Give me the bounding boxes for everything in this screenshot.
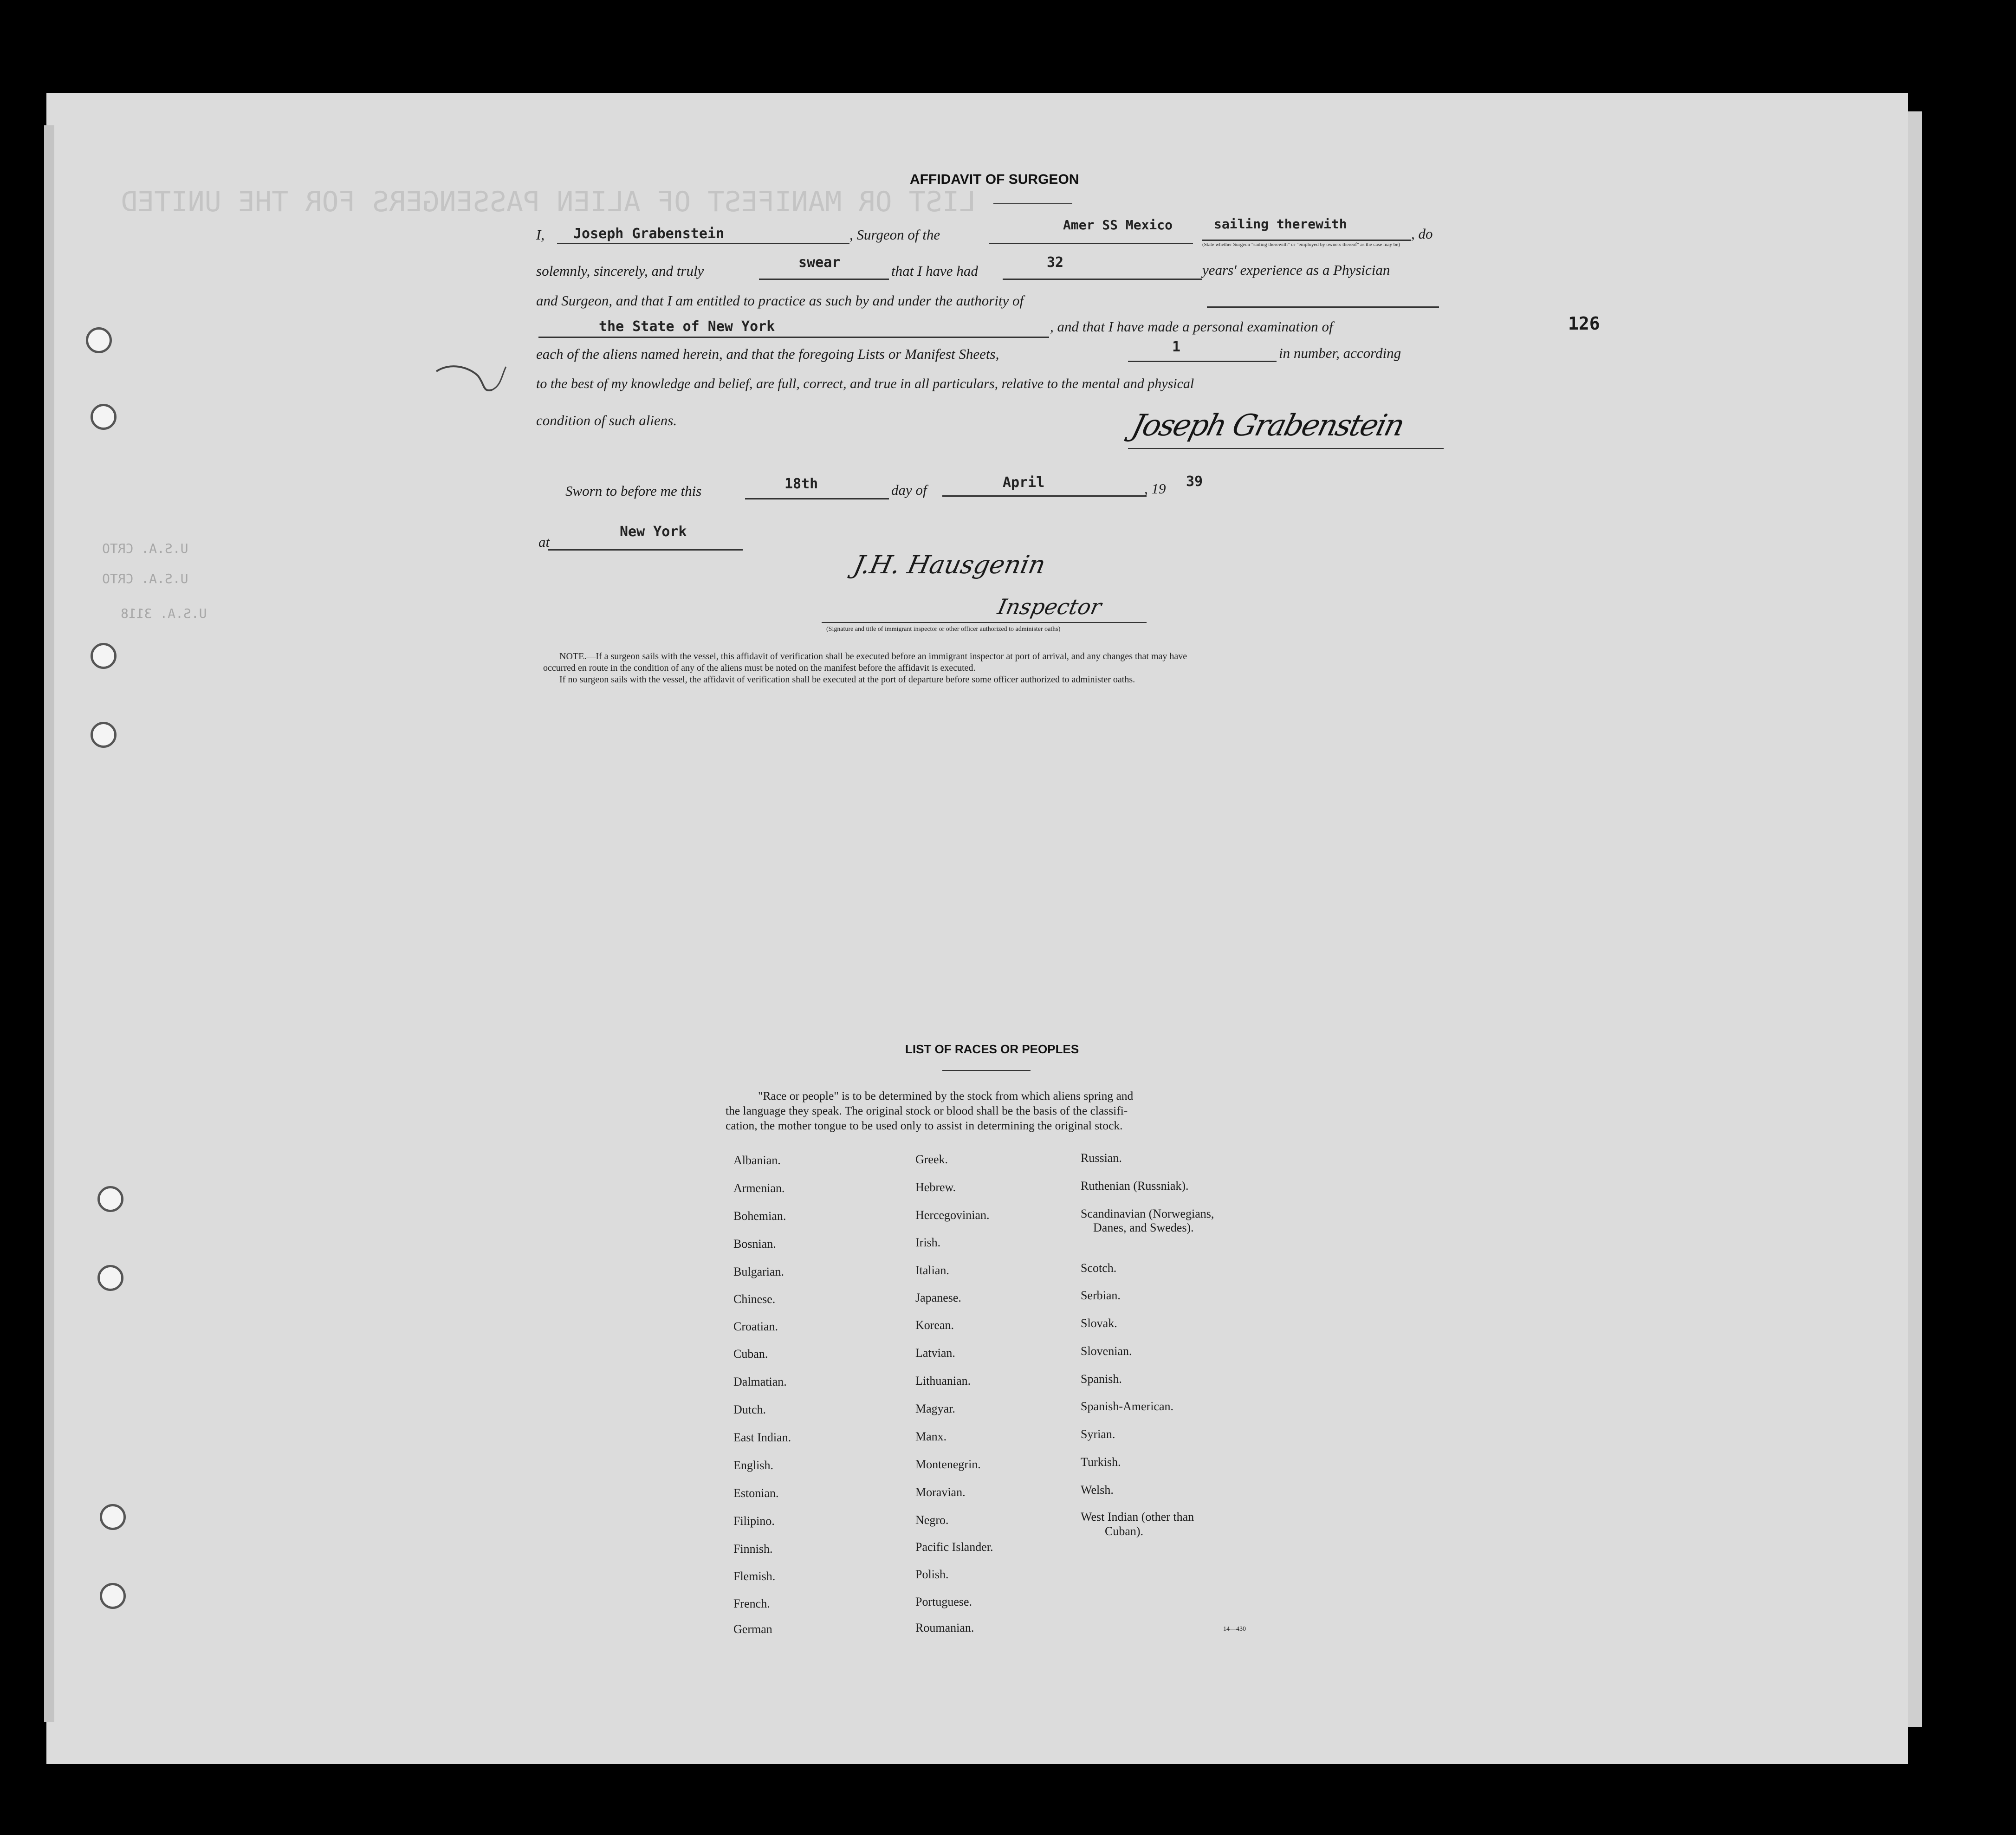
race-item: Japanese. <box>915 1291 961 1304</box>
manifest-page <box>46 93 1908 1764</box>
races-intro <box>726 1089 1250 1133</box>
race-item: Montenegrin. <box>915 1458 981 1471</box>
race-item: Hebrew. <box>915 1180 956 1194</box>
race-item: Turkish. <box>1081 1455 1121 1469</box>
years-underline <box>1003 279 1202 280</box>
surgeon-name: Joseph Grabenstein <box>573 226 725 242</box>
title-rule <box>993 203 1072 204</box>
races-title-rule <box>942 1070 1031 1071</box>
race-item: Irish. <box>915 1236 941 1249</box>
race-item: Spanish. <box>1081 1372 1122 1386</box>
race-item: Chinese. <box>733 1292 776 1306</box>
binder-hole <box>91 404 117 430</box>
surgeon-name-underline <box>557 243 849 244</box>
vessel-underline <box>989 243 1193 244</box>
page-number: 126 <box>1568 313 1600 334</box>
officer-title: Inspector <box>995 594 1104 619</box>
races-title: LIST OF RACES OR PEOPLES <box>905 1042 1079 1056</box>
binder-hole <box>86 327 112 353</box>
race-item: Korean. <box>915 1318 954 1332</box>
officer-caption: (Signature and title of immigrant inspector or other officer authorized to administer oaths) <box>826 626 1061 633</box>
race-item: Cuban. <box>733 1347 768 1361</box>
authority: the State of New York <box>599 318 775 335</box>
race-item: English. <box>733 1459 773 1472</box>
race-item: Armenian. <box>733 1181 785 1195</box>
race-item: Lithuanian. <box>915 1374 971 1388</box>
sworn-day: 18th <box>784 476 818 492</box>
sworn-day-underline <box>745 498 889 499</box>
sworn-day-of: day of <box>891 482 927 498</box>
sworn-year: 39 <box>1186 473 1203 490</box>
bleed-through-text: U.S.A. CRTO <box>102 541 188 556</box>
note-line2: occurred en route in the condition of any of the aliens must be noted on the manifest before the affidavit is executed. <box>543 663 976 673</box>
officer-signature: J.H. Hausgenin <box>851 550 1048 579</box>
race-item: Bosnian. <box>733 1237 776 1251</box>
officer-signature-line <box>822 622 1147 623</box>
race-item: Hercegovinian. <box>915 1208 990 1222</box>
affidavit-line6: to the best of my knowledge and belief, are full, correct, and true in all particulars, relative to the mental and physical <box>536 376 1194 391</box>
affidavit-line5-a: each of the aliens named herein, and that the foregoing Lists or Manifest Sheets, <box>536 346 999 362</box>
race-item: Bohemian. <box>733 1209 786 1223</box>
surgeon-signature-line <box>1128 448 1444 449</box>
race-item: Slovak. <box>1081 1316 1117 1330</box>
race-item: Dutch. <box>733 1403 766 1416</box>
race-item: Welsh. <box>1081 1483 1114 1497</box>
races-intro-line: the language they speak. The original stock or blood shall be the basis of the classifi- <box>726 1104 1128 1117</box>
race-item: French. <box>733 1597 770 1610</box>
race-item: Roumanian. <box>915 1621 974 1634</box>
race-item: Italian. <box>915 1264 949 1277</box>
bleed-through-header: LIST OR MANIFEST OF ALIEN PASSENGERS FOR THE UNITED <box>121 186 976 218</box>
affidavit-line5-b: in number, according <box>1279 345 1401 361</box>
race-item: Cuban). <box>1105 1524 1144 1538</box>
page-edge-left <box>44 125 54 1722</box>
affidavit-line3: and Surgeon, and that I am entitled to practice as such by and under the authority of <box>536 292 1024 309</box>
page-edge-right <box>1908 111 1922 1727</box>
race-item: Latvian. <box>915 1346 955 1360</box>
race-item: Bulgarian. <box>733 1265 784 1278</box>
note-line1: NOTE.—If a surgeon sails with the vessel, this affidavit of verification shall be executed before an immigrant inspector at port of arrival, and any changes that may have <box>559 651 1187 661</box>
race-item: Manx. <box>915 1430 947 1443</box>
place: New York <box>620 524 687 540</box>
races-intro-line: cation, the mother tongue to be used only to assist in determining the original stock. <box>726 1119 1123 1132</box>
races-intro-line: "Race or people" is to be determined by the stock from which aliens spring and <box>758 1089 1134 1102</box>
sworn-year-prefix: , 19 <box>1144 480 1166 497</box>
bleed-through-text: U.S.A. 3118 <box>121 606 207 621</box>
race-item: Finnish. <box>733 1542 773 1556</box>
race-item: Syrian. <box>1081 1427 1115 1441</box>
binder-hole <box>97 1186 123 1212</box>
binder-hole <box>100 1583 126 1609</box>
race-item: Magyar. <box>915 1402 955 1415</box>
race-item: Scotch. <box>1081 1261 1117 1275</box>
affidavit-line2-c: years' experience as a Physician <box>1202 262 1390 278</box>
place-underline <box>548 549 743 551</box>
sailing-status: sailing therewith <box>1214 216 1347 232</box>
vessel-name: Amer SS Mexico <box>1063 217 1173 233</box>
affidavit-line2-a: solemnly, sincerely, and truly <box>536 263 704 279</box>
oath: swear <box>798 254 841 271</box>
authority-underline-1 <box>1207 306 1439 308</box>
race-item: Danes, and Swedes). <box>1093 1221 1194 1234</box>
race-item: Slovenian. <box>1081 1344 1132 1358</box>
form-number: 14—430 <box>1223 1626 1246 1633</box>
race-item: Ruthenian (Russniak). <box>1081 1179 1189 1193</box>
note-line3: If no surgeon sails with the vessel, the affidavit of verification shall be executed at the port of departure before some officer authorized to administer oaths. <box>559 674 1135 685</box>
race-item: Scandinavian (Norwegians, <box>1081 1207 1214 1220</box>
race-item: Portuguese. <box>915 1595 972 1608</box>
race-item: German <box>733 1622 772 1636</box>
race-item: Greek. <box>915 1153 948 1166</box>
pencil-bracket-mark <box>432 357 529 404</box>
race-item: Negro. <box>915 1513 949 1527</box>
sailing-underline <box>1202 240 1411 241</box>
oath-underline <box>759 279 889 280</box>
authority-underline-2 <box>538 337 1049 338</box>
race-item: Estonian. <box>733 1486 779 1500</box>
race-item: Croatian. <box>733 1320 778 1333</box>
sworn-prefix: Sworn to before me this <box>565 483 702 499</box>
sworn-month-underline <box>942 495 1147 497</box>
binder-hole <box>91 643 117 669</box>
race-item: Moravian. <box>915 1485 966 1499</box>
sheet-count: 1 <box>1172 339 1181 355</box>
surgeon-signature: Joseph Grabenstein <box>1128 408 1407 443</box>
race-item: Dalmatian. <box>733 1375 787 1388</box>
race-item: West Indian (other than <box>1081 1510 1194 1524</box>
race-item: Flemish. <box>733 1569 776 1583</box>
sailing-status-note: (State whether Surgeon "sailing therewith" or "employed by owners thereof" as the case may be) <box>1202 242 1400 247</box>
binder-hole <box>100 1504 126 1530</box>
bleed-through-text: U.S.A. CRTO <box>102 571 188 586</box>
race-item: Spanish-American. <box>1081 1400 1174 1413</box>
sheets-underline <box>1128 361 1277 362</box>
sworn-month: April <box>1003 474 1045 491</box>
race-item: Filipino. <box>733 1514 775 1528</box>
race-item: Pacific Islander. <box>915 1540 993 1554</box>
affidavit-line1-prefix: I, <box>536 227 545 243</box>
race-item: Russian. <box>1081 1151 1122 1165</box>
race-item: Albanian. <box>733 1154 781 1167</box>
race-item: Polish. <box>915 1568 949 1581</box>
affidavit-line1-mid: , Surgeon of the <box>849 227 940 243</box>
binder-hole <box>91 722 117 748</box>
race-item: East Indian. <box>733 1431 791 1444</box>
years-experience: 32 <box>1047 254 1064 271</box>
affidavit-title: AFFIDAVIT OF SURGEON <box>910 172 1079 187</box>
affidavit-line7: condition of such aliens. <box>536 412 677 428</box>
at-label: at <box>538 534 550 550</box>
affidavit-line1-end: , do <box>1411 226 1433 242</box>
affidavit-line2-b: that I have had <box>891 263 978 279</box>
race-item: Serbian. <box>1081 1289 1121 1302</box>
affidavit-line4-end: , and that I have made a personal examination of <box>1050 318 1333 335</box>
binder-hole <box>97 1265 123 1291</box>
